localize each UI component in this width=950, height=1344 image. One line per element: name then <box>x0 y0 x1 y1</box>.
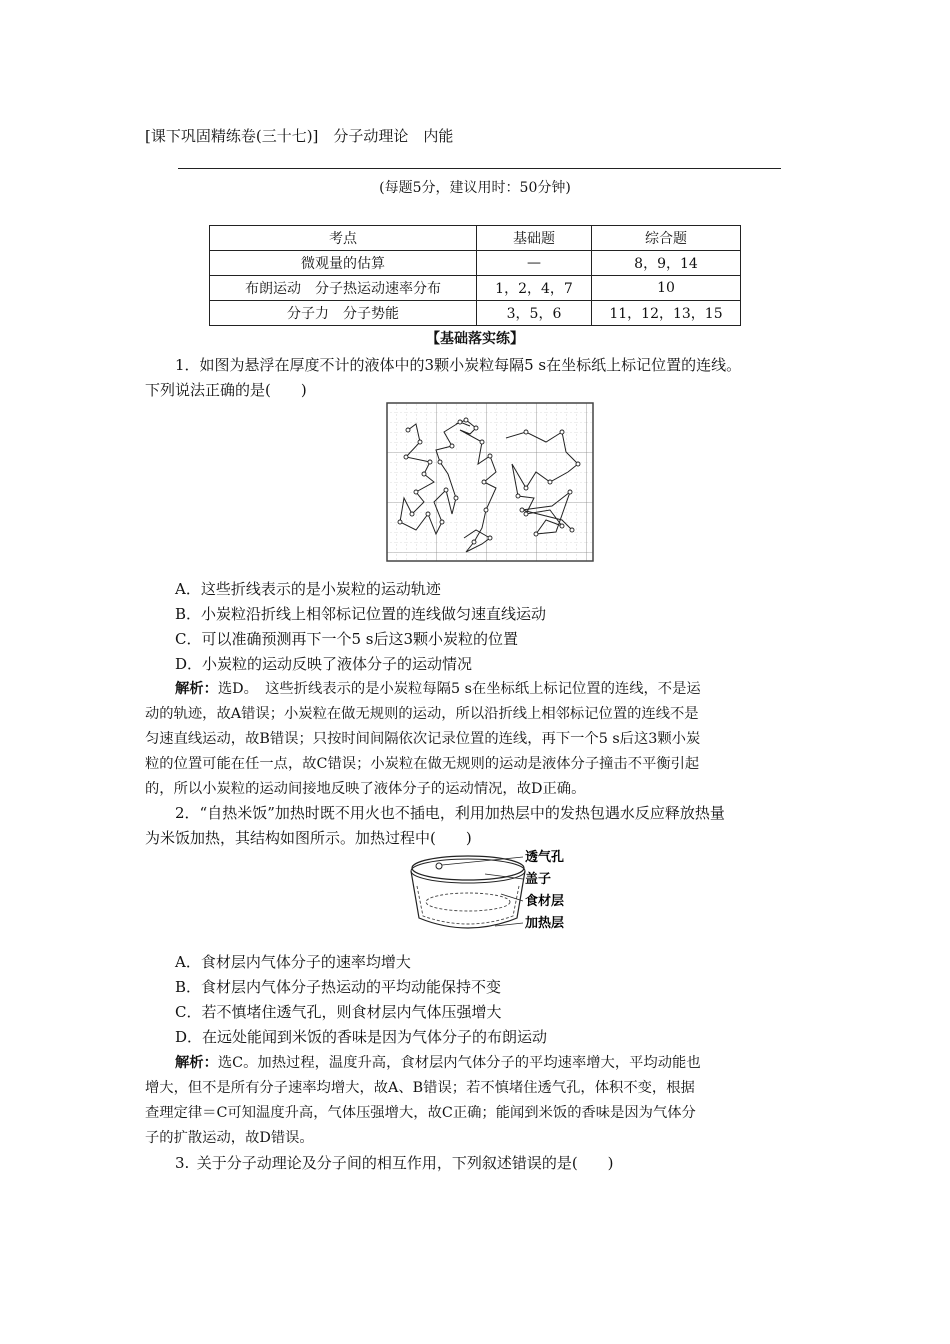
table-cell: — <box>477 251 592 276</box>
table-header-cell: 基础题 <box>477 226 592 251</box>
analysis-label: 解析： <box>175 681 218 697</box>
question-2-option-b: B．食材层内气体分子热运动的平均动能保持不变 <box>175 978 502 996</box>
food-layer-top <box>426 893 510 911</box>
question-1-line-1: 1．如图为悬浮在厚度不计的液体中的3颗小炭粒每隔5 s在坐标纸上标记位置的连线。 <box>175 356 742 374</box>
table-cell: 布朗运动 分子热运动速率分布 <box>210 276 477 301</box>
table-row <box>210 276 741 301</box>
figure-label-vent: 透气孔 <box>525 850 565 865</box>
analysis-line: 匀速直线运动，故B错误；只按时间间隔依次记录位置的连线，再下一个5 s后这3颗小炭 <box>145 731 701 747</box>
topic-table <box>209 225 741 326</box>
vent-hole-icon <box>436 863 442 869</box>
question-3-line-1: 3. 关于分子动理论及分子间的相互作用，下列叙述错误的是( ) <box>175 1154 614 1172</box>
table-row <box>210 301 741 326</box>
analysis-line: 选C。加热过程，温度升高，食材层内气体分子的平均速率增大，平均动能也 <box>217 1055 701 1071</box>
self-heating-rice-figure <box>405 846 580 938</box>
question-2-analysis <box>145 1051 813 1151</box>
table-header-cell: 考点 <box>210 226 477 251</box>
table-cell: 3，5，6 <box>477 301 592 326</box>
question-2-option-a: A．食材层内气体分子的速率均增大 <box>175 953 411 971</box>
table-cell: 1，2，4，7 <box>477 276 592 301</box>
worksheet-subtitle: (每题5分，建议用时：50分钟) <box>379 180 571 196</box>
section-heading: 【基础落实练】 <box>426 331 524 347</box>
table-cell: 11，12，13，15 <box>592 301 741 326</box>
question-3-stem <box>145 1151 815 1176</box>
question-2-line-1: 2．“自热米饭”加热时既不用火也不插电，利用加热层中的发热包遇水反应释放热量 <box>175 804 725 822</box>
table-cell: 分子力 分子势能 <box>210 301 477 326</box>
analysis-line: 增大，但不是所有分子速率均增大，故A、B错误；若不慎堵住透气孔，体积不变，根据 <box>145 1080 695 1096</box>
worksheet-title: [课下巩固精练卷(三十七)] 分子动理论 内能 <box>145 127 454 145</box>
question-2-line-2: 为米饭加热，其结构如图所示。加热过程中( ) <box>145 829 472 847</box>
analysis-line: 的，所以小炭粒的运动间接地反映了液体分子的运动情况，故D正确。 <box>145 781 586 797</box>
question-2-stem <box>145 801 815 851</box>
leader-line-food <box>501 894 523 901</box>
food-layer <box>417 886 519 924</box>
question-1-line-2: 下列说法正确的是( ) <box>145 381 307 399</box>
brownian-motion-figure <box>386 402 594 562</box>
figure-label-food-layer: 食材层 <box>525 894 565 909</box>
question-2-option-d: D．在远处能闻到米饭的香味是因为气体分子的布朗运动 <box>175 1028 548 1046</box>
question-1-option-c: C．可以准确预测再下一个5 s后这3颗小炭粒的位置 <box>175 630 519 648</box>
question-1-stem <box>145 353 815 403</box>
table-header-row <box>210 226 741 251</box>
question-1-option-d: D．小炭粒的运动反映了液体分子的运动情况 <box>175 655 473 673</box>
analysis-line: 动的轨迹，故A错误；小炭粒在做无规则的运动，所以沿折线上相邻标记位置的连线不是 <box>145 706 699 722</box>
question-2-option-c: C．若不慎堵住透气孔，则食材层内气体压强增大 <box>175 1003 502 1021</box>
table-cell: 8，9，14 <box>592 251 741 276</box>
figure-label-lid: 盖子 <box>525 872 552 887</box>
question-1-option-b: B．小炭粒沿折线上相邻标记位置的连线做匀速直线运动 <box>175 605 547 623</box>
analysis-line: 查理定律＝C可知温度升高，气体压强增大，故C正确；能闻到米饭的香味是因为气体分 <box>145 1105 696 1121</box>
title-divider <box>178 168 781 169</box>
lid-top <box>412 856 524 880</box>
analysis-line: 粒的位置可能在任一点，故C错误；小炭粒在做无规则的运动是液体分子撞击不平衡引起 <box>145 756 700 772</box>
question-1-option-a: A．这些折线表示的是小炭粒的运动轨迹 <box>175 580 441 598</box>
table-row <box>210 251 741 276</box>
table-cell: 10 <box>592 276 741 301</box>
table-cell: 微观量的估算 <box>210 251 477 276</box>
figure-label-heating-layer: 加热层 <box>525 916 565 931</box>
analysis-label: 解析： <box>175 1055 218 1071</box>
question-1-analysis <box>145 677 813 802</box>
analysis-line: 选D。 这些折线表示的是小炭粒每隔5 s在坐标纸上标记位置的连线，不是运 <box>217 681 701 697</box>
table-header-cell: 综合题 <box>592 226 741 251</box>
analysis-line: 子的扩散运动，故D错误。 <box>145 1130 314 1146</box>
